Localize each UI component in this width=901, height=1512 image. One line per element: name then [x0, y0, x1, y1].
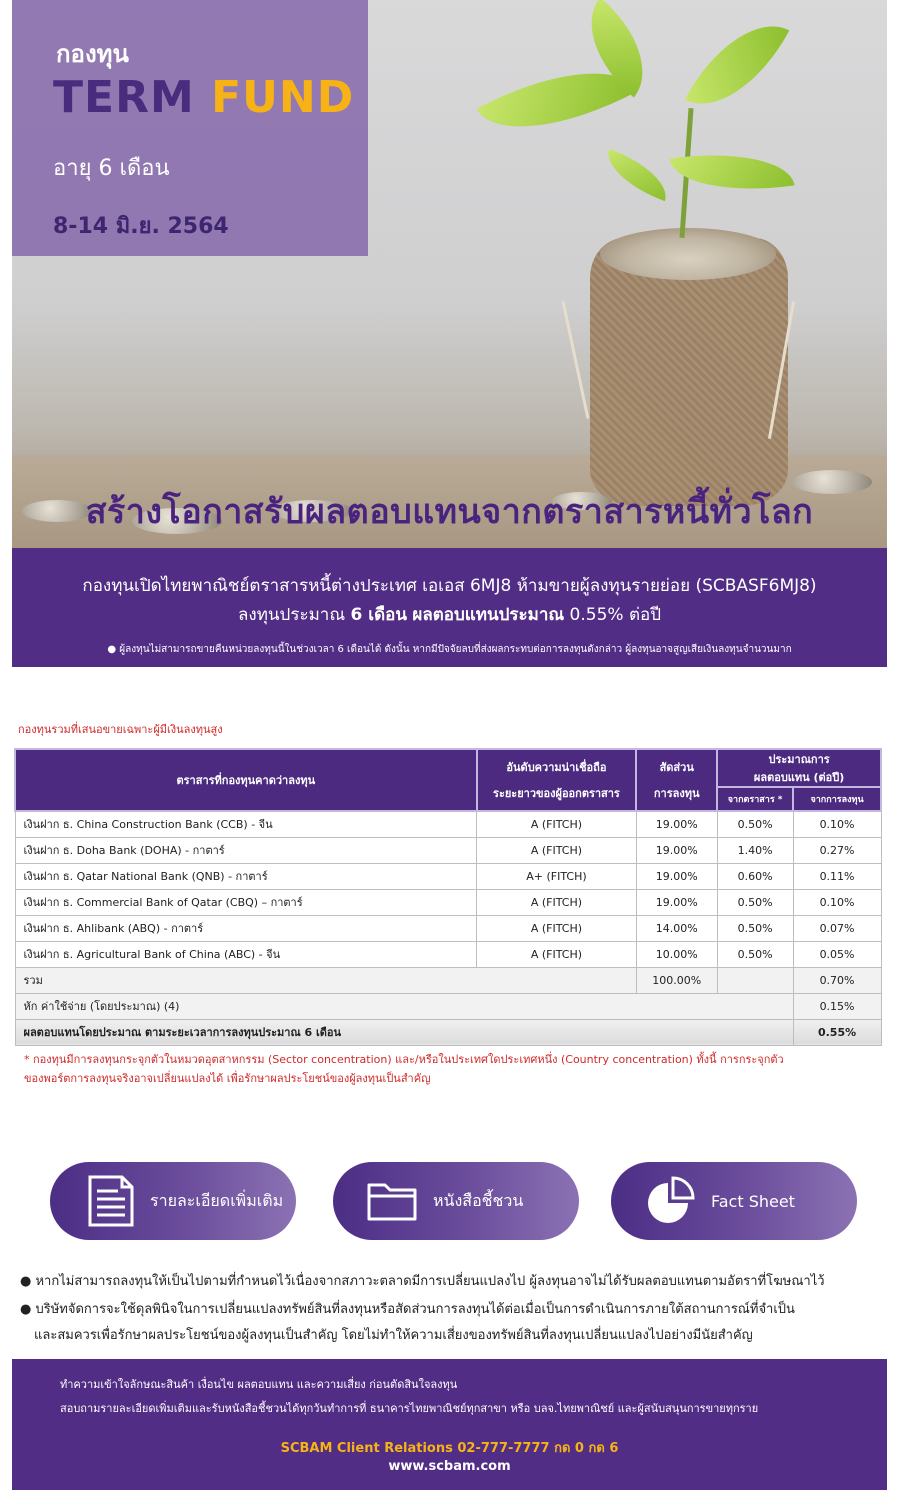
total-empty-cell — [717, 967, 793, 993]
table-row — [15, 915, 881, 941]
table-row — [15, 941, 881, 967]
header-from-fund: จากการลงทุน — [793, 787, 881, 811]
factsheet-button-label: Fact Sheet — [711, 1191, 795, 1211]
cell-return-instrument: 1.40% — [717, 837, 793, 863]
cell-return-instrument: 0.50% — [717, 915, 793, 941]
header-from-instrument: จากตราสาร * — [717, 787, 793, 811]
hero-tagline: สร้างโอกาสรับผลตอบแทนจากตราสารหนี้ทั่วโลก — [85, 492, 814, 532]
header-weight-line2: การลงทุน — [653, 787, 700, 800]
cell-instrument: เงินฝาก ธ. Ahlibank (ABQ) - กาตาร์ — [15, 915, 477, 941]
cell-return-fund: 0.27% — [793, 837, 881, 863]
cell-return-fund: 0.10% — [793, 811, 881, 837]
total-label: รวม — [15, 967, 636, 993]
header-rating-line1: อันดับความน่าเชื่อถือ — [506, 761, 607, 774]
cell-return-instrument: 0.50% — [717, 889, 793, 915]
header-return-line1: ประมาณการ — [768, 753, 830, 766]
cell-weight: 19.00% — [636, 863, 717, 889]
summary-return-value: 0.55% ต่อปี — [569, 605, 661, 625]
concentration-note-line2: ของพอร์ตการลงทุนจริงอาจเปลี่ยนแปลงได้ เพื่อรักษาผลประโยชน์ของผู้ลงทุนเป็นสำคัญ — [24, 1072, 431, 1085]
header-return-line2: ผลตอบแทน (ต่อปี) — [753, 771, 845, 784]
cell-return-instrument: 0.60% — [717, 863, 793, 889]
table-row — [15, 811, 881, 837]
cell-rating: A (FITCH) — [477, 941, 637, 967]
fund-summary — [12, 601, 887, 628]
net-return-label: ผลตอบแทนโดยประมาณ ตามระยะเวลาการลงทุนประมาณ 6 เดือน — [15, 1019, 793, 1045]
fund-title-box — [12, 0, 368, 256]
net-return-value: 0.55% — [793, 1019, 881, 1045]
header-rating-line2: ระยะยาวของผู้ออกตราสาร — [493, 787, 620, 800]
concentration-note — [24, 1050, 874, 1088]
fund-name-term: TERM — [53, 72, 195, 123]
table-row — [15, 889, 881, 915]
header-rating — [477, 749, 637, 811]
cell-rating: A (FITCH) — [477, 811, 637, 837]
cell-rating: A (FITCH) — [477, 915, 637, 941]
cell-return-fund: 0.11% — [793, 863, 881, 889]
fund-name — [53, 72, 354, 123]
contact-info: สอบถามรายละเอียดเพิ่มเติมและรับหนังสือชี้ชวนได้ทุกวันทำการที่ ธนาคารไทยพาณิชย์ทุกสาขา หรือ บลจ.ไทยพาณิชย์ และผู้สนับสนุนการขายทุกราย — [60, 1402, 759, 1415]
header-weight-line1: สัดส่วน — [659, 761, 694, 774]
cell-weight: 19.00% — [636, 837, 717, 863]
client-relations-phone[interactable]: SCBAM Client Relations 02-777-7777 กด 0 กด 6 — [280, 1441, 619, 1456]
summary-duration: 6 เดือน — [350, 605, 407, 625]
cell-return-instrument: 0.50% — [717, 941, 793, 967]
sack-coins-image — [600, 228, 776, 280]
redemption-warning: ● ผู้ลงทุนไม่สามารถขายคืนหน่วยลงทุนนี้ในช่วงเวลา 6 เดือนได้ ดังนั้น หากมีปัจจัยลบที่ส่งผลกระทบต่อการลงทุนดังกล่าว ผู้ลงทุนอาจสูญเสียเงินลงทุนจำนวนมาก — [107, 644, 792, 655]
cell-instrument: เงินฝาก ธ. Commercial Bank of Qatar (CBQ) – กาตาร์ — [15, 889, 477, 915]
fund-full-name: กองทุนเปิดไทยพาณิชย์ตราสารหนี้ต่างประเทศ เอเอส 6MJ8 ห้ามขายผู้ลงทุนรายย่อย (SCBASF6MJ8) — [82, 576, 817, 596]
cell-weight: 19.00% — [636, 889, 717, 915]
holdings-body — [15, 811, 881, 1045]
plant-leaf — [599, 149, 675, 201]
cell-weight: 10.00% — [636, 941, 717, 967]
cell-rating: A (FITCH) — [477, 889, 637, 915]
folder-icon — [363, 1171, 423, 1231]
header-return — [717, 749, 881, 787]
total-weight: 100.00% — [636, 967, 717, 993]
disclaimer-bullet-2: ● บริษัทจัดการจะใช้ดุลพินิจในการเปลี่ยนแปลงทรัพย์สินที่ลงทุนหรือสัดส่วนการลงทุนได้ต่อเมื่อเป็นการดำเนินการภายใต้สถานการณ์ที่จำเป็น — [20, 1302, 795, 1317]
total-row — [15, 967, 881, 993]
fund-name-fund: FUND — [211, 72, 355, 123]
cell-instrument: เงินฝาก ธ. China Construction Bank (CCB) - จีน — [15, 811, 477, 837]
cell-weight: 14.00% — [636, 915, 717, 941]
concentration-note-line1: * กองทุนมีการลงทุนกระจุกตัวในหมวดอุตสาหกรรม (Sector concentration) และ/หรือในประเทศใดประเทศหนึ่ง (Country concentration) ทั้งนี้ การกระจุกตัว — [24, 1053, 784, 1066]
pie-chart-icon — [641, 1171, 701, 1231]
cell-return-fund: 0.07% — [793, 915, 881, 941]
offering-date: 8-14 มิ.ย. 2564 — [53, 214, 229, 239]
net-return-row — [15, 1019, 881, 1045]
footer — [12, 1359, 887, 1490]
table-row — [15, 837, 881, 863]
total-return: 0.70% — [793, 967, 881, 993]
risk-warning: ทำความเข้าใจลักษณะสินค้า เงื่อนไข ผลตอบแทน และความเสี่ยง ก่อนตัดสินใจลงทุน — [60, 1378, 458, 1391]
summary-invest-label: ลงทุนประมาณ — [237, 605, 346, 625]
cell-return-fund: 0.05% — [793, 941, 881, 967]
prospectus-button-label: หนังสือชี้ชวน — [433, 1190, 524, 1210]
expense-value: 0.15% — [793, 993, 881, 1019]
cell-rating: A (FITCH) — [477, 837, 637, 863]
details-button-label: รายละเอียดเพิ่มเติม — [150, 1190, 284, 1210]
cell-rating: A+ (FITCH) — [477, 863, 637, 889]
hnw-label: กองทุนรวมที่เสนอขายเฉพาะผู้มีเงินลงทุนสูง — [18, 723, 223, 736]
document-icon — [80, 1171, 140, 1231]
plant-leaf — [685, 2, 790, 127]
disclaimer-bullet-1: ● หากไม่สามารถลงทุนให้เป็นไปตามที่กำหนดไว้เนื่องจากสภาวะตลาดมีการเปลี่ยนแปลงไป ผู้ลงทุนอาจไม่ได้รับผลตอบแทนตามอัตราที่โฆษณาไว้ — [20, 1274, 825, 1289]
sack-string — [562, 301, 590, 419]
cell-instrument: เงินฝาก ธ. Doha Bank (DOHA) - กาตาร์ — [15, 837, 477, 863]
holdings-table — [14, 748, 882, 1046]
cell-instrument: เงินฝาก ธ. Qatar National Bank (QNB) - กาตาร์ — [15, 863, 477, 889]
header-instrument: ตราสารที่กองทุนคาดว่าลงทุน — [15, 749, 477, 811]
fund-description-band — [12, 548, 887, 667]
website-link[interactable]: www.scbam.com — [388, 1459, 511, 1474]
cell-return-fund: 0.10% — [793, 889, 881, 915]
table-row — [15, 863, 881, 889]
fund-prefix: กองทุน — [56, 40, 129, 68]
cell-weight: 19.00% — [636, 811, 717, 837]
cell-return-instrument: 0.50% — [717, 811, 793, 837]
prospectus-button[interactable] — [333, 1162, 579, 1240]
details-button[interactable] — [50, 1162, 296, 1240]
expense-row — [15, 993, 881, 1019]
header-weight — [636, 749, 717, 811]
cell-instrument: เงินฝาก ธ. Agricultural Bank of China (ABC) - จีน — [15, 941, 477, 967]
disclaimer-bullet-2-cont: และสมควรเพื่อรักษาผลประโยชน์ของผู้ลงทุนเป็นสำคัญ โดยไม่ทำให้ความเสี่ยงของทรัพย์สินที่ลงทุนเปลี่ยนแปลงไปอย่างมีนัยสำคัญ — [34, 1328, 753, 1343]
fund-age: อายุ 6 เดือน — [53, 156, 170, 181]
factsheet-button[interactable] — [611, 1162, 857, 1240]
expense-label: หัก ค่าใช้จ่าย (โดยประมาณ) (4) — [15, 993, 793, 1019]
summary-return-label: ผลตอบแทนประมาณ — [412, 605, 565, 625]
